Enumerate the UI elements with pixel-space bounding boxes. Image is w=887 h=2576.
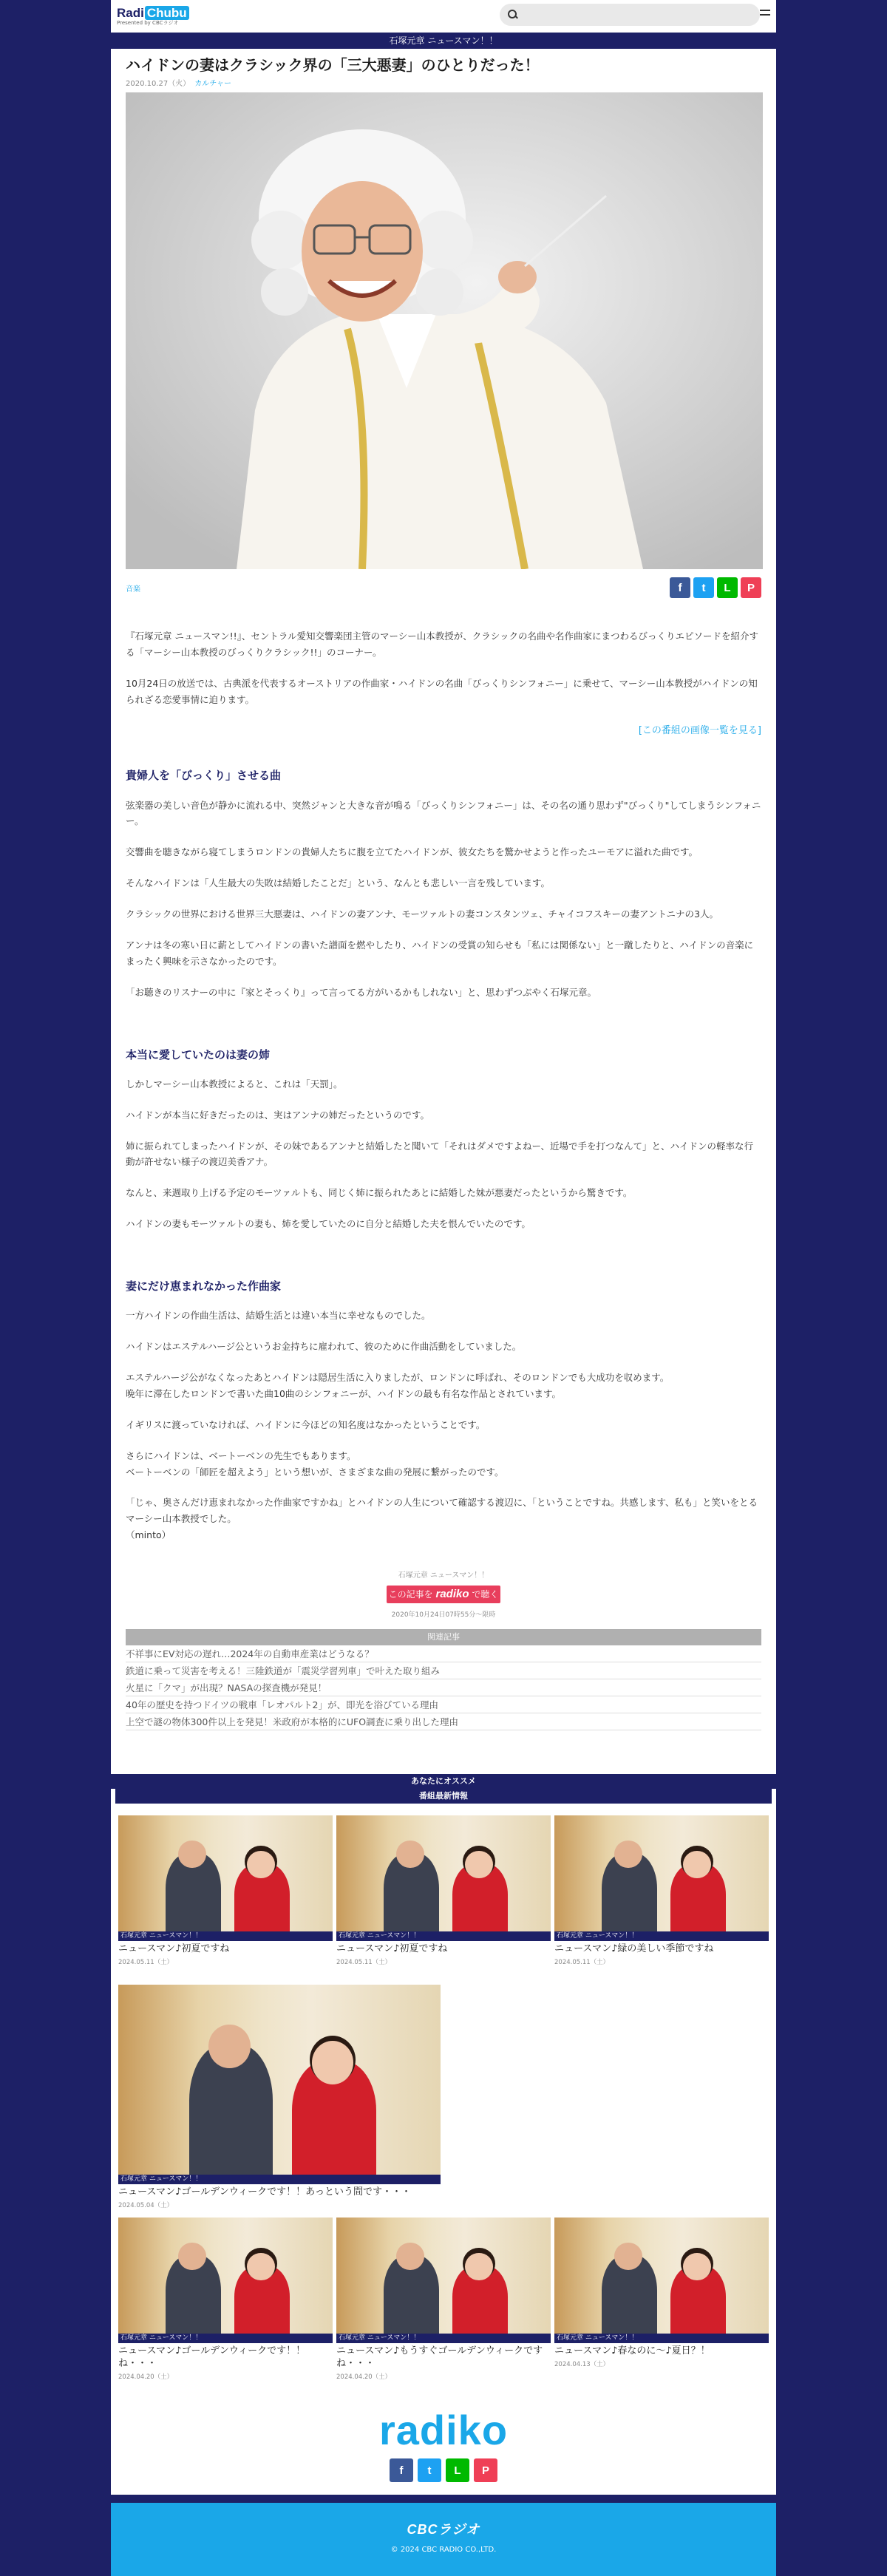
conductor-photo bbox=[126, 92, 763, 569]
site-footer bbox=[111, 2503, 776, 2576]
program-card[interactable] bbox=[336, 2218, 551, 2381]
button-pre: この記事を bbox=[388, 1589, 433, 1600]
site-logo[interactable] bbox=[117, 7, 189, 26]
radiko-program: 石塚元章 ニュースマン！！ bbox=[398, 1571, 489, 1580]
share-buttons bbox=[670, 577, 761, 598]
button-post: で聴く bbox=[472, 1589, 499, 1600]
recommend-heading: あなたにオススメ bbox=[111, 1774, 776, 1789]
intro-paragraph: 10月24日の放送では、古典派を代表するオーストリアの作曲家・ハイドンの名曲「びっくりシンフォニー」に乗せて、マーシー山本教授がハイドンの知られざる恋愛事情に迫ります。 bbox=[126, 677, 758, 705]
body-paragraph: ハイドンはエステルハージ公というお金持ちに雇われて、彼のために作曲活動をしていました。 bbox=[126, 1341, 522, 1353]
program-card[interactable] bbox=[336, 1815, 551, 1966]
article-tag[interactable]: 音楽 bbox=[126, 585, 140, 594]
line-icon[interactable]: L bbox=[446, 2458, 469, 2482]
copyright: © 2024 CBC RADIO CO.,LTD. bbox=[390, 2546, 497, 2554]
card-title: ニュースマン♪ゴールデンウィークです！！ね・・・ bbox=[118, 2345, 306, 2369]
radiko-brand: radiko bbox=[435, 1588, 469, 1600]
card-date: 2024.04.20（土） bbox=[336, 2373, 392, 2381]
card-date: 2024.05.04（土） bbox=[118, 2201, 174, 2209]
card-date: 2024.04.20（土） bbox=[118, 2373, 174, 2381]
card-label: 石塚元章 ニュースマン！！ bbox=[118, 1931, 333, 1941]
program-card[interactable] bbox=[118, 1815, 333, 1966]
latest-heading: 番組最新情報 bbox=[115, 1789, 772, 1804]
section-heading: 妻にだけ恵まれなかった作曲家 bbox=[126, 1279, 282, 1293]
related-item[interactable]: 火星に「クマ」が出現？NASAの探査機が発見！ bbox=[126, 1679, 761, 1696]
card-title: ニュースマン♪初夏ですね bbox=[118, 1943, 230, 1954]
line-icon[interactable]: L bbox=[717, 577, 738, 598]
hero-image bbox=[126, 92, 763, 569]
related-item[interactable]: 不祥事にEV対応の遅れ…2024年の自動車産業はどうなる？ bbox=[126, 1645, 761, 1662]
body-paragraph: イギリスに渡っていなければ、ハイドンに今ほどの知名度はなかったということです。 bbox=[126, 1418, 486, 1430]
related-item[interactable]: 鉄道に乗って災害を考える！三陸鉄道が「震災学習列車」で叶えた取り組み bbox=[126, 1662, 761, 1679]
pocket-icon[interactable]: P bbox=[741, 577, 761, 598]
program-card[interactable] bbox=[554, 1815, 769, 1966]
card-title: ニュースマン♪もうすぐゴールデンウィークですね・・・ bbox=[336, 2345, 543, 2369]
card-date: 2024.05.11（土） bbox=[554, 1958, 610, 1966]
body-paragraph: しかしマーシー山本教授によると、これは「天罰」。 bbox=[126, 1078, 343, 1090]
listen-on-radiko-button[interactable] bbox=[387, 1586, 500, 1603]
logo-sub: Presented by CBCラジオ bbox=[117, 20, 179, 26]
body-paragraph: エステルハージ公がなくなったあとハイドンは隠居生活に入りましたが、ロンドンに呼ばれ、そのロンドンでも大成功を収めます。 晩年に滞在したロンドンで書いた曲10曲のシンフォニーが、ハイドンの最も有名な作品とされています。 bbox=[126, 1372, 670, 1399]
cbc-radio-logo[interactable]: CBCラジオ bbox=[407, 2522, 480, 2537]
program-card[interactable] bbox=[554, 2218, 769, 2368]
search-box[interactable] bbox=[500, 4, 760, 26]
body-paragraph: ハイドンが本当に好きだったのは、実はアンナの姉だったというのです。 bbox=[126, 1109, 430, 1121]
image-list-link[interactable]: [この番組の画像一覧を見る] bbox=[638, 724, 761, 736]
article-title: ハイドンの妻はクラシック界の「三大悪妻」のひとりだった！ bbox=[126, 56, 540, 74]
twitter-icon[interactable]: t bbox=[418, 2458, 441, 2482]
search-icon[interactable] bbox=[507, 9, 519, 21]
article bbox=[111, 49, 776, 1774]
twitter-icon[interactable]: t bbox=[693, 577, 714, 598]
card-label: 石塚元章 ニュースマン！！ bbox=[554, 2334, 769, 2343]
card-thumbnail bbox=[118, 2218, 333, 2343]
body-paragraph: 交響曲を聴きながら寝てしまうロンドンの貴婦人たちに腹を立てたハイドンが、彼女たちを驚かせようと作ったユーモアに溢れた曲です。 bbox=[126, 846, 699, 858]
program-card[interactable] bbox=[118, 2218, 333, 2381]
related-list bbox=[126, 1645, 761, 1730]
card-thumbnail bbox=[336, 1815, 551, 1941]
card-date: 2024.05.11（土） bbox=[118, 1958, 174, 1966]
body-paragraph: 「お聴きのリスナーの中に『家とそっくり』って言ってる方がいるかもしれない」と、思わずつぶやく石塚元章。 bbox=[126, 986, 597, 998]
body-paragraph: 姉に振られてしまったハイドンが、その妹であるアンナと結婚したと聞いて「それはダメですよねー、近場で手を打つなんて」と、ハイドンの軽率な行動が許せない様子の渡辺美香アナ。 bbox=[126, 1140, 754, 1168]
section-heading: 本当に愛していたのは妻の姉 bbox=[126, 1047, 271, 1061]
body-paragraph: ハイドンの妻もモーツァルトの妻も、姉を愛していたのに自分と結婚した夫を恨んでいたのです。 bbox=[126, 1218, 531, 1230]
related-item[interactable]: 上空で謎の物体300件以上を発見！米政府が本格的にUFO調査に乗り出した理由 bbox=[126, 1713, 761, 1730]
program-bar[interactable]: 石塚元章 ニュースマン！！ bbox=[111, 33, 776, 49]
radiko-listen-box bbox=[126, 1569, 761, 1619]
article-category[interactable]: カルチャー bbox=[194, 80, 231, 88]
body-paragraph: なんと、来週取り上げる予定のモーツァルトも、同じく姉に振られたあとに結婚した妹が悪妻だったというから驚きです。 bbox=[126, 1187, 633, 1199]
facebook-icon[interactable]: f bbox=[670, 577, 690, 598]
footer-share-buttons bbox=[111, 2458, 776, 2482]
card-thumbnail bbox=[554, 1815, 769, 1941]
latest-section bbox=[111, 1789, 776, 2495]
card-title: ニュースマン♪春なのに〜♪夏日？！ bbox=[554, 2345, 710, 2356]
card-title: ニュースマン♪初夏ですね bbox=[336, 1943, 448, 1954]
body-paragraph: クラシックの世界における世界三大悪妻は、ハイドンの妻アンナ、モーツァルトの妻コンスタンツェ、チャイコフスキーの妻アントニナの3人。 bbox=[126, 908, 718, 920]
pocket-icon[interactable]: P bbox=[474, 2458, 497, 2482]
article-meta bbox=[126, 77, 761, 88]
radiko-date: 2020年10月24日07時55分〜限時 bbox=[391, 1611, 496, 1619]
card-thumbnail bbox=[118, 1985, 441, 2184]
menu-icon[interactable] bbox=[760, 10, 770, 20]
article-date: 2020.10.27（火） bbox=[126, 80, 191, 88]
card-label: 石塚元章 ニュースマン！！ bbox=[554, 1931, 769, 1941]
card-date: 2024.05.11（土） bbox=[336, 1958, 392, 1966]
body-paragraph: アンナは冬の寒い日に薪としてハイドンの書いた譜面を燃やしたり、ハイドンの受賞の知らせも「私には関係ない」と一蹴したりと、ハイドンの音楽にまったく興味を示さなかったのです。 bbox=[126, 939, 754, 967]
logo-chubu: Chubu bbox=[145, 6, 189, 20]
body-paragraph: そんなハイドンは「人生最大の失敗は結婚したことだ」という、なんとも悲しい一言を残しています。 bbox=[126, 877, 551, 889]
program-card[interactable] bbox=[118, 1985, 441, 2209]
card-date: 2024.04.13（土） bbox=[554, 2360, 610, 2368]
card-label: 石塚元章 ニュースマン！！ bbox=[118, 2334, 333, 2343]
share-row bbox=[126, 577, 761, 599]
intro-paragraph: 『石塚元章 ニュースマン!!』、セントラル愛知交響楽団主管のマーシー山本教授が、クラシックの名曲や名作曲家にまつわるびっくりエピソードを紹介する「マーシー山本教授のびっくりクラシック!!」のコーナー。 bbox=[126, 631, 758, 658]
logo-text: Radi bbox=[117, 6, 144, 20]
body-paragraph: 弦楽器の美しい音色が静かに流れる中、突然ジャンと大きな音が鳴る「びっくりシンフォニー」は、その名の通り思わず"びっくり"してしまうシンフォニー。 bbox=[126, 799, 761, 827]
card-label: 石塚元章 ニュースマン！！ bbox=[336, 2334, 551, 2343]
body-paragraph: さらにハイドンは、ベートーベンの先生でもあります。 ベートーベンの「師匠を超えよう」という想いが、さまざまな曲の発展に繋がったのです。 bbox=[126, 1450, 504, 1478]
radiko-footer-logo-wrap bbox=[111, 2406, 776, 2482]
card-label: 石塚元章 ニュースマン！！ bbox=[336, 1931, 551, 1941]
related-heading: 関連記事 bbox=[126, 1629, 761, 1645]
card-thumbnail bbox=[336, 2218, 551, 2343]
card-title: ニュースマン♪緑の美しい季節ですね bbox=[554, 1943, 714, 1954]
site-header bbox=[111, 0, 776, 33]
related-item[interactable]: 40年の歴史を持つドイツの戦車「レオパルト2」が、即光を浴びている理由 bbox=[126, 1696, 761, 1713]
radiko-logo[interactable]: radiko bbox=[378, 2407, 509, 2453]
article-body bbox=[126, 628, 761, 1543]
card-title: ニュースマン♪ゴールデンウィークです！！あっという間です・・・ bbox=[118, 2186, 411, 2198]
body-paragraph: 一方ハイドンの作曲生活は、結婚生活とは違い本当に幸せなものでした。 bbox=[126, 1310, 431, 1322]
card-thumbnail bbox=[554, 2218, 769, 2343]
card-label: 石塚元章 ニュースマン！！ bbox=[118, 2175, 441, 2184]
body-paragraph: 「じゃ、奥さんだけ恵まれなかった作曲家ですかね」とハイドンの人生について確認する渡辺に、「ということですね。共感します、私も」と笑いをとるマーシー山本教授でした。 （minto） bbox=[126, 1497, 758, 1541]
facebook-icon[interactable]: f bbox=[390, 2458, 413, 2482]
card-thumbnail bbox=[118, 1815, 333, 1941]
section-heading: 貴婦人を「びっくり」させる曲 bbox=[126, 769, 282, 783]
